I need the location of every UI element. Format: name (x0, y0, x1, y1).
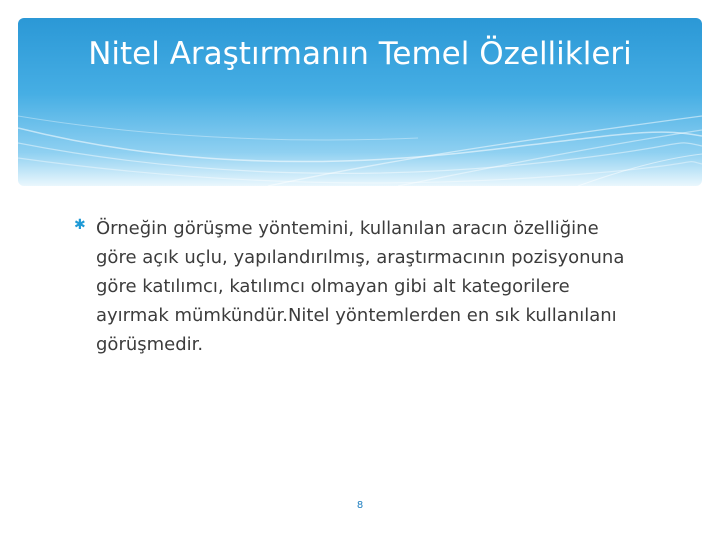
page-number: 8 (356, 500, 364, 511)
slide-title: Nitel Araştırmanın Temel Özellikleri (88, 36, 632, 72)
bullet-list (74, 214, 644, 359)
list-item (74, 214, 644, 359)
bullet-text: Örneğin görüşme yöntemini, kullanılan aracın özelliğine göre açık uçlu, yapılandırılmış, araştırmacının pozisyonuna göre katılımcı, katılımcı olmayan gibi alt kategorilere ayırmak mümkündür.Nitel yöntemlerden en sık kullanılanı görüşmedir. (96, 218, 625, 355)
asterisk-bullet-icon: ✱ (74, 217, 86, 233)
